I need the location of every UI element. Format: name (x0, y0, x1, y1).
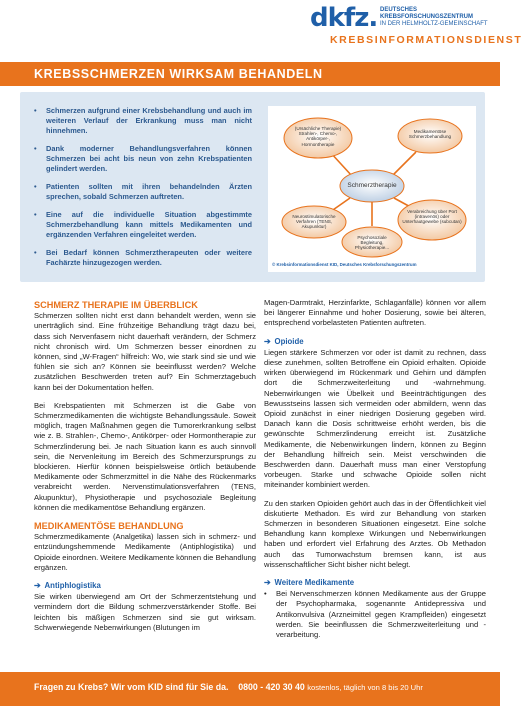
node-label: Neurostimulatorische Verfahren (TENS, Akupunktur) (292, 214, 336, 230)
node-label: Verabreichung über Port (intravenös) oder Unterhautgewebe (subcutan) (402, 209, 462, 225)
node-label: Psychosoziale Begleitung, Physiotherapie... (354, 235, 390, 251)
summary-item: • Eine auf die individuelle Situation abgestimmte Schmerzbehandlung kann mittels Medikamenten und ergänzenden Verfahren eingeleitet werden. (34, 210, 252, 240)
paragraph: Zu den starken Opioiden gehört auch das in der Öffentlichkeit viel diskutierte Methadon. Es wird zur Behandlung von starken Schmerzen in besonderen Situationen eingesetzt. Eine solche Behandlung kann komplexe Wirkungen und Nebenwirkungen haben und erfordert viel Erfahrung des Arztes. Ob Methadon auch das Tumorwachstum bremsen kann, ist aus wissenschaftlicher Sicht bisher nicht belegt. (264, 498, 486, 569)
summary-item: • Patienten sollten mit ihren behandelnden Ärzten sprechen, sobald Schmerzen auftreten. (34, 182, 252, 202)
node-label: (Ursächliche Therapie) Strahlen-, Chemo-, Antikörper-, Hormontherapie (294, 126, 342, 147)
summary-item: • Schmerzen aufgrund einer Krebsbehandlung und auch im weiteren Verlauf der Erkrankung muss man nicht hinnehmen. (34, 106, 252, 136)
dkfz-logo[interactable] (310, 3, 522, 54)
summary-item: • Dank moderner Behandlungsverfahren können Schmerzen bei acht bis neun von zehn Krebspatienten gelindert werden. (34, 144, 252, 174)
diagram-copyright: © Krebsinformationsdienst KID, Deutsches Krebsforschungszentrum (272, 262, 417, 267)
hotline-text (34, 682, 423, 692)
right-column (264, 298, 486, 640)
page-footer (0, 672, 500, 706)
subsection-heading: ➔ Opioide (264, 336, 304, 346)
paragraph: Bei Krebspatienten mit Schmerzen ist die Gabe von Schmerzmedikamenten die wichtigste Behandlungssäule. Soweit möglich, tragen Maßnahmen gegen die Tumorerkrankung selbst wie z. B. Strahlen-, Chemo-, Antikörper- oder Hormontherapie zur Schmerzlinderung bei. Je nach Situation kann es auch sinnvoll sein, die Nervenleitung im Bereich des Schmerzursprungs zu blockieren. Hierfür können beispielsweise örtlich betäubende Medikamente oder Schmerzmittel in die Nähe des Rückenmarks verabreicht werden. Nervenstimulationsverfahren (TENS, Akupunktur), Physiotherapie und psychosoziale Begleitung können die medikamentöse Behandlung ergänzen. (34, 400, 256, 512)
section-heading: SCHMERZ THERAPIE IM ÜBERBLICK (34, 300, 198, 310)
summary-list (34, 106, 252, 276)
arrow-right-icon: ➔ (264, 336, 271, 346)
therapy-diagram (268, 106, 476, 272)
footer-question: Fragen zu Krebs? Wir vom KID sind für Sie da. (34, 682, 229, 692)
hotline-number[interactable]: 0800 - 420 30 40 (238, 682, 305, 692)
arrow-right-icon: ➔ (264, 578, 271, 588)
subsection-heading: ➔ Antiphlogistika (34, 581, 101, 591)
left-column (34, 300, 256, 641)
page-header (0, 0, 522, 62)
section-heading: MEDIKAMENTÖSE BEHANDLUNG (34, 521, 184, 532)
page-title: KREBSSCHMERZEN WIRKSAM BEHANDELN (34, 67, 323, 81)
summary-panel (20, 92, 485, 282)
logo-institution-text: DEUTSCHES KREBSFORSCHUNGSZENTRUM IN DER HELMHOLTZ-GEMEINSCHAFT (380, 7, 488, 27)
hotline-hours: kostenlos, täglich von 8 bis 20 Uhr (307, 683, 423, 692)
logo-subtitle: KREBSINFORMATIONSDIENST (330, 34, 522, 46)
list-item: • Bei Nervenschmerzen können Medikamente aus der Gruppe der Psychopharmaka, sogenannte Antidepressiva und Antikonvulsiva (Arzneimittel gegen Krampfleiden) eingesetzt werden. Sie beeinflussen die Schmerzweiterleitung und -verarbeitung. (264, 589, 486, 640)
center-label: Schmerztherapie (347, 182, 397, 189)
subsection-heading: ➔ Weitere Medikamente (264, 578, 355, 588)
summary-item: • Bei Bedarf können Schmerztherapeuten oder weitere Fachärzte hinzugezogen werden. (34, 248, 252, 268)
paragraph: Schmerzen sollten nicht erst dann behandelt werden, wenn sie unerträglich sind. Eine frühzeitige Behandlung trägt dazu bei, dass sich Nervenfasern nicht dauerhaft verändern, der Schmerz nicht chronisch wird. Um Schmerzen besser einordnen zu können, sind „W-Fragen“ hilfreich: Wo, wie stark sind sie und wie fühlen sie sich an? Können sie beeinflusst werden? Welche zusätzlichen Beschwerden treten auf? Ein Schmerztagebuch kann bei der Dokumentation helfen. (34, 311, 256, 392)
paragraph: Liegen stärkere Schmerzen vor oder ist damit zu rechnen, dass diese zunehmen, sollten Betroffene ein Opioid erhalten. Opioide wirken überwiegend im Rückenmark und Gehirn und dämpfen dort die Schmerzweiterleitung und -wahrnehmung. Nebenwirkungen wie Übelkeit und Beeinträchtigungen des Bewusstseins lassen sich vermeiden oder abmildern, wenn das Opioid zunächst in einer niedrigen Dosierung gegeben wird. Danach kann die Dosis schrittweise erhöht werden, bis die gewünschte Schmerzlinderung erreicht ist. Zusätzliche Medikamente, die Nebenwirkungen lindern, können zu Beginn der Behandlung hilfreich sein. Meist verschwinden die Beschwerden dann. Dauerhaft muss man einer Verstopfung vorbeugen. Starke und schwache Opioide sollen nicht miteinander kombiniert werden. (264, 347, 486, 490)
paragraph: Schmerzmedikamente (Analgetika) lassen sich in schmerz- und entzündungshemmende Medikamente (Antiphlogistika) und Opioide einordnen. Weitere Medikamente können die Behandlung ergänzen. (34, 532, 256, 572)
arrow-right-icon: ➔ (34, 581, 41, 591)
node-label: Medikamentöse Schmerzbehandlung (408, 129, 452, 140)
medication-list (264, 589, 486, 640)
paragraph: Magen-Darmtrakt, Herzinfarkte, Schlaganfälle) können vor allem bei längerer Einnahme und hoher Dosierung, sowie bei älteren, entsprechend vorbelasteten Patienten auftreten. (264, 298, 486, 328)
title-banner (0, 62, 500, 86)
logo-mark: dkfz. (310, 3, 378, 33)
paragraph: Sie wirken überwiegend am Ort der Schmerzentstehung und vermindern dort die Bildung schmerzverstärkender Stoffe. Bei leichten bis mäßigen Schmerzen sind sie gut wirksam. Schwerwiegende Nebenwirkungen (Blutungen im (34, 592, 256, 632)
